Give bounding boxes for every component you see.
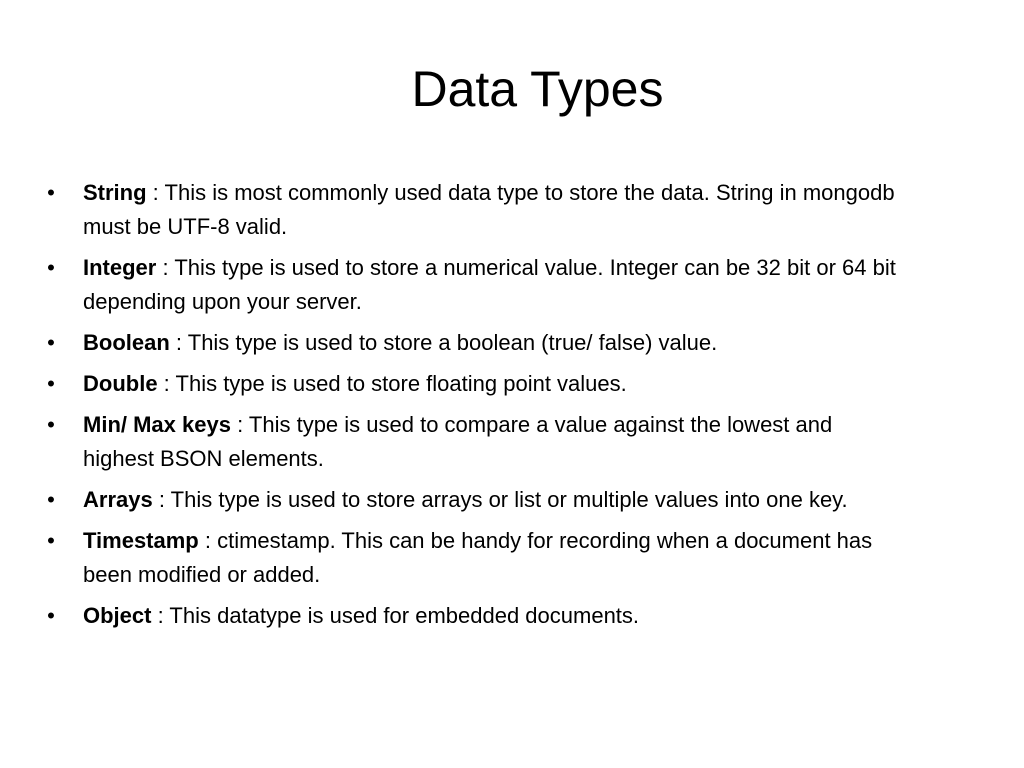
bullet-item-timestamp — [44, 524, 904, 592]
bullet-term: String — [83, 180, 147, 205]
bullet-term: Arrays — [83, 487, 153, 512]
bullet-description: This type is used to store arrays or list or multiple values into one key. — [170, 487, 848, 512]
bullet-description: This type is used to compare a value against the lowest and highest BSON elements. — [83, 412, 833, 471]
bullet-separator: : — [152, 487, 171, 512]
bullet-item-boolean — [44, 326, 904, 360]
bullet-description: This datatype is used for embedded documents. — [169, 603, 640, 628]
bullet-item-integer — [44, 251, 904, 319]
bullet-icon: • — [47, 180, 55, 205]
bullet-separator: : — [151, 603, 170, 628]
bullet-description: This is most commonly used data type to store the data. String in mongodb must be UTF-8 valid. — [83, 180, 895, 239]
bullet-description: This type is used to store floating point values. — [175, 371, 627, 396]
bullet-separator: : — [146, 180, 165, 205]
bullet-description: This type is used to store a boolean (true/ false) value. — [187, 330, 718, 355]
slide-title: Data Types — [411, 61, 664, 117]
bullet-icon: • — [47, 255, 55, 280]
bullet-term: Double — [83, 371, 158, 396]
bullet-term: Object — [83, 603, 152, 628]
bullet-description: ctimestamp. This can be handy for recording when a document has been modified or added. — [83, 528, 873, 587]
bullet-icon: • — [47, 603, 55, 628]
bullet-item-object — [44, 599, 904, 633]
bullet-icon: • — [47, 330, 55, 355]
bullet-item-min-max-keys — [44, 408, 904, 476]
bullet-separator: : — [169, 330, 188, 355]
bullet-term: Min/ Max keys — [83, 412, 231, 437]
bullet-separator: : — [157, 371, 176, 396]
bullet-separator: : — [156, 255, 175, 280]
bullet-description: This type is used to store a numerical value. Integer can be 32 bit or 64 bit depending upon your server. — [83, 255, 896, 314]
bullet-item-arrays — [44, 483, 904, 517]
bullet-icon: • — [47, 371, 55, 396]
bullet-term: Boolean — [83, 330, 170, 355]
bullet-separator: : — [230, 412, 249, 437]
bullet-item-double — [44, 367, 904, 401]
bullet-separator: : — [198, 528, 218, 553]
bullet-list — [44, 176, 904, 640]
bullet-term: Timestamp — [83, 528, 199, 553]
bullet-item-string — [44, 176, 904, 244]
bullet-icon: • — [47, 528, 55, 553]
bullet-term: Integer — [83, 255, 157, 280]
bullet-icon: • — [47, 412, 55, 437]
bullet-icon: • — [47, 487, 55, 512]
